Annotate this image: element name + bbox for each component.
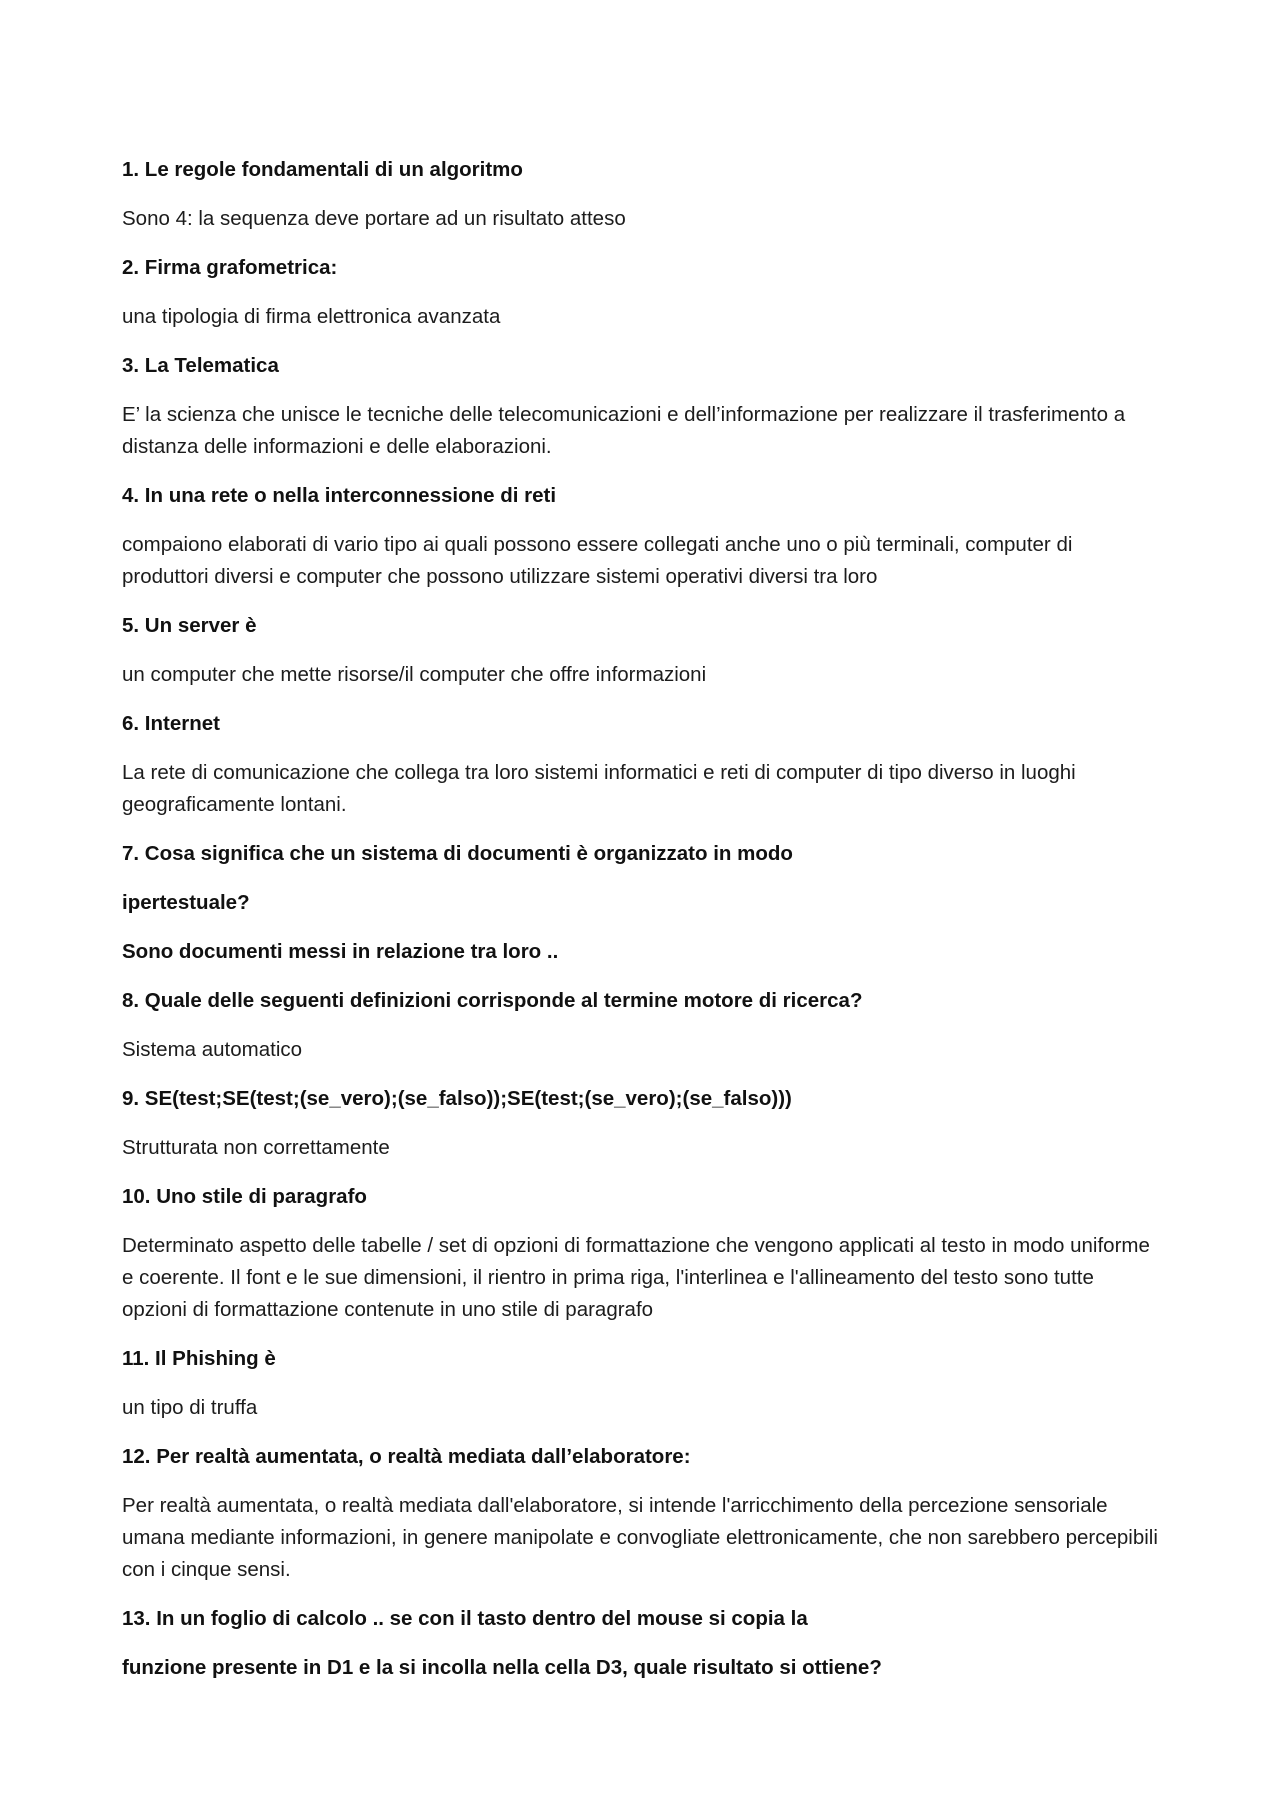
question-heading: 11. Il Phishing è — [122, 1347, 276, 1370]
answer-text: compaiono elaborati di vario tipo ai quali possono essere collegati anche uno o più terminali, computer di produttori diversi e computer che possono utilizzare sistemi operativi diversi tra loro — [122, 533, 1073, 588]
document-body — [122, 154, 1162, 1701]
question-heading: 3. La Telematica — [122, 354, 279, 377]
answer-text: una tipologia di firma elettronica avanzata — [122, 305, 501, 328]
answer-text: Per realtà aumentata, o realtà mediata dall'elaboratore, si intende l'arricchimento della percezione sensoriale umana mediante informazioni, in genere manipolate e convogliate elettronicamente, che non sarebbero percepibili con i cinque sensi. — [122, 1494, 1158, 1581]
question-heading: 4. In una rete o nella interconnessione di reti — [122, 484, 557, 507]
question-heading: 7. Cosa significa che un sistema di documenti è organizzato in modo — [122, 842, 793, 865]
answer-text-bold: Sono documenti messi in relazione tra loro .. — [122, 940, 559, 963]
question-heading: 13. In un foglio di calcolo .. se con il tasto dentro del mouse si copia la — [122, 1607, 808, 1630]
question-heading: 8. Quale delle seguenti definizioni corrisponde al termine motore di ricerca? — [122, 989, 863, 1012]
answer-text: un tipo di truffa — [122, 1396, 258, 1419]
question-heading: 10. Uno stile di paragrafo — [122, 1185, 367, 1208]
question-heading: ipertestuale? — [122, 891, 250, 914]
answer-text: Determinato aspetto delle tabelle / set di opzioni di formattazione che vengono applicati al testo in modo uniforme e coerente. Il font e le sue dimensioni, il rientro in prima riga, l'interlinea e l'allineamento del testo sono tutte opzioni di formattazione contenute in uno stile di paragrafo — [122, 1234, 1150, 1321]
answer-text: Sono 4: la sequenza deve portare ad un risultato atteso — [122, 207, 626, 230]
question-heading: 5. Un server è — [122, 614, 257, 637]
answer-text: Sistema automatico — [122, 1038, 303, 1061]
question-heading: 1. Le regole fondamentali di un algoritmo — [122, 158, 523, 181]
answer-text: Strutturata non correttamente — [122, 1136, 390, 1159]
answer-text: E’ la scienza che unisce le tecniche delle telecomunicazioni e dell’informazione per realizzare il trasferimento a distanza delle informazioni e delle elaborazioni. — [122, 403, 1126, 458]
question-heading: 6. Internet — [122, 712, 220, 735]
answer-text: La rete di comunicazione che collega tra loro sistemi informatici e reti di computer di tipo diverso in luoghi geograficamente lontani. — [122, 761, 1076, 816]
question-heading: funzione presente in D1 e la si incolla nella cella D3, quale risultato si ottiene? — [122, 1656, 882, 1679]
question-heading: 2. Firma grafometrica: — [122, 256, 338, 279]
answer-text: un computer che mette risorse/il computer che offre informazioni — [122, 663, 707, 686]
question-heading: 9. SE(test;SE(test;(se_vero);(se_falso));SE(test;(se_vero);(se_falso))) — [122, 1087, 792, 1110]
question-heading: 12. Per realtà aumentata, o realtà mediata dall’elaboratore: — [122, 1445, 691, 1468]
